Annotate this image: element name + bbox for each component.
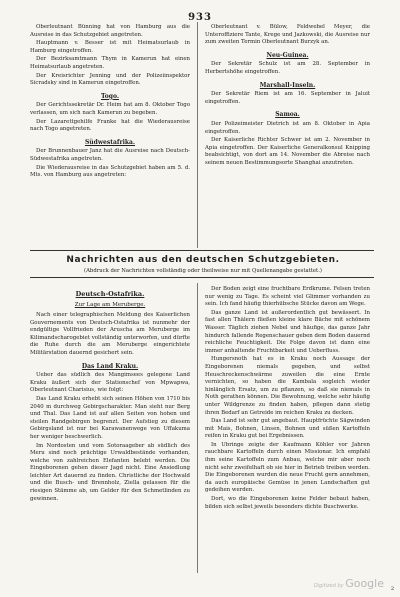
column-divider-bottom [197, 283, 198, 573]
banner-title: Nachrichten aus den deutschen Schutzgebieten. [66, 255, 340, 265]
paragraph: Oberleutnant v. Bülow, Feldwebel Meyer, die Unteroffiziere Tante, Krege und Jazkowski, die Ausreise nur zum zweiten Termin Oberleutnant Burzyk an. [205, 24, 370, 46]
subheading-meruberge: Zur Lage am Meruberge. [74, 302, 146, 308]
section-heading-neuguinea: Neu-Guinea. [266, 51, 309, 59]
digitized-by-google-watermark: Digitized by Google [313, 577, 384, 590]
paragraph: Das Land Kraku erhebt sich seinen Höhen von 1710 bis 2040 m durchweg Gebirgscharakter. Man sieht nur Berg und Thal. Das Land ist auf allen Seiten von hohen und steilen Randgebirgen begrenzt. Der Aufstieg zu diesem Gebirgsland ist nur bei Karawanenwege von Uffakuma her weniger beschwerlich. [30, 395, 190, 440]
paragraph: Nach einer telegraphischen Meldung des Kaiserlichen Gouvernements von Deutsch-Ostafrika ist nunmehr der endgültige Vollfrieden der Aruscha am Meruberge im Kilimandscharogebiet vollständig unterworfen, und dürfte die Ruhe durch die am Meruberge eingerichtete Militärstation dauernd gesichert sein. [30, 312, 190, 356]
section-heading-marshall: Marshall-Inseln. [259, 81, 316, 89]
paragraph: Der Kreisrichter Jenning und der Polizeiinspektor Sicradsky sind in Kamerun eingetroffen. [30, 72, 190, 87]
footer-mark: 2 [390, 586, 394, 592]
paragraph: Der Polizeimeister Dietrich ist am 8. Oktober in Apia eingetroffen. [205, 120, 370, 135]
paragraph: Oberleutnant Bünning hat von Hamburg aus die Ausreise in das Schutzgebiet angetreten. [30, 24, 190, 38]
section-heading-ostafrika: Deutsch-Ostafrika. [75, 290, 145, 298]
paragraph: Das Land ist sehr gut angebaut. Hauptfrüchte Sägwinden mit Mais, Bohnen, Linsen, Bohnen und süßen Kartoffeln reifen in Kraku gut bei Ergebnissen. [205, 418, 370, 440]
section-heading-land-kraku: Das Land Kraku. [81, 362, 139, 370]
top-right-column [205, 24, 370, 169]
paragraph: Ueber das südlich des Mangimsees gelegene Land Kraku äußert sich der Stationschef von Mpwapwa, Oberleutnant Charisius, wie folgt: [30, 372, 190, 394]
paragraph: Hauptmann v. Besser ist mit Heimatsurlaub in Hamburg eingetroffen. [30, 40, 190, 54]
section-heading-suedwestafrika: Südwestafrika. [84, 138, 136, 146]
paragraph: Der Sekretär Schulz ist am 28. September in Herbertshöhe eingetroffen. [205, 61, 370, 75]
paragraph: Hungersnoth hat es in Kraku noch Aussage der Eingeborenen niemals gegeben, und selbst Heuschreckenschwärme zuweilen die eine Ernte vernichten, so haben die Kambala sogleich wieder hinlänglich Ersatz, um zu pflanzen, so daß sie niemals in Noth gerathen können. Die Bewohnung, welche sehr häufig unter Wildgrenze zu finden haben, pflegen dann stetig ihren Bedarf an Getreide im reichen Kraku zu decken. [205, 356, 370, 416]
paragraph: In Ubringe zeigte der Kaufmann Köhler vor Jahren rauchbare Kartoffeln durch einen Missionar. Ich empfahl ihm seine Kartoffeln zum Anbau, welche mir aber noch nicht sehr zweifelhaft ob sie hier in Betrieb treiben werden. Die Eingeborenen wurden die neue Frucht gern annehmen, da auch europäische Gemüse in jenen Landschaften gut gedeihen werden. [205, 441, 370, 494]
divider-line [30, 277, 374, 278]
page-number: 933 [188, 12, 212, 23]
paragraph: Der Gerichtssekretär Dr. Heim hat am 8. Oktober Togo verlassen, um sich nach Kamerun zu begeben. [30, 102, 190, 116]
banner-subtitle: (Abdruck der Nachrichten vollständig oder theilweise nur mit Quellenangabe gestattet.) [84, 268, 322, 274]
bottom-left-column [30, 312, 190, 504]
column-divider-top [197, 22, 198, 248]
paragraph: Der Brunnenbauer Janz hat die Ausreise nach Deutsch-Südwestafrika angetreten. [30, 148, 190, 162]
paragraph: Die Wiederausreise in das Schutzgebiet haben am 5. d. Mts. von Hamburg aus angetreten: [30, 164, 190, 179]
paragraph: Der Bezirksamtmann Thym in Kamerun hat einen Heimatsurlaub angetreten. [30, 56, 190, 70]
paragraph: Der Kaiserliche Richter Schwer ist am 2. November in Apia eingetroffen. Der Kaiserliche Generalkonsul Knipping beabsichtigt, von dort am 14. November die Abreise nach seinem neuen Bestimmungsorte Shanghai anzutreten. [205, 137, 370, 166]
bottom-right-column [205, 286, 370, 512]
paragraph: Das ganze Land ist außerordentlich gut bewässert. In fast allen Thälern fließen kleine klare Bäche mit schönem Wasser. Täglich ziehen Nebel und häufige, das ganze Jahr hindurch fallende Regenschauer geben dem Boden dauernd reichliche Feuchtigkeit. Die Folge davon ist dann eine immer anhaltende Fruchtbarkeit und Ueberfluss. [205, 309, 370, 354]
top-left-column [30, 24, 190, 181]
section-heading-togo: Togo. [101, 92, 119, 100]
paragraph: Dort, wo die Eingeborenen keine Felder bebaut haben, bilden sich selbst jeweils besonders dichte Buschwerke. [205, 496, 370, 510]
paragraph: Im Nordosten und vom Sotoraageber ab südlich des Meru sind noch prächtige Urwaldbestände vorhanden, welche von zahlreichen Elefanten belebt werden. Die Eingeborenen gehen dieser Jagd nicht. Eine Ansiedlung leichter Art dauernd zu finden. Christliche der Hochwald und die Busch- und Brennholz, Ziella gelassen für die riesigen Stämme ab, um Gelder für den Schmetlinden zu gewinnen. [30, 442, 190, 502]
divider-line [30, 250, 374, 251]
paragraph: Der Sekretär Riem ist am 16. September in Jaluit eingetroffen. [205, 91, 370, 105]
section-heading-samoa: Samoa. [275, 111, 300, 119]
paragraph: Der Boden zeigt eine fruchtbare Erdkrume. Felsen treten nur wenig zu Tage. Es scheint viel Glimmer vorhanden zu sein. Ich fand häufig thierhübsche Stücke davon am Wege. [205, 286, 370, 308]
paragraph: Der Lazarettgehilfe Franke hat die Wiederausreise nach Togo angetreten. [30, 118, 190, 133]
